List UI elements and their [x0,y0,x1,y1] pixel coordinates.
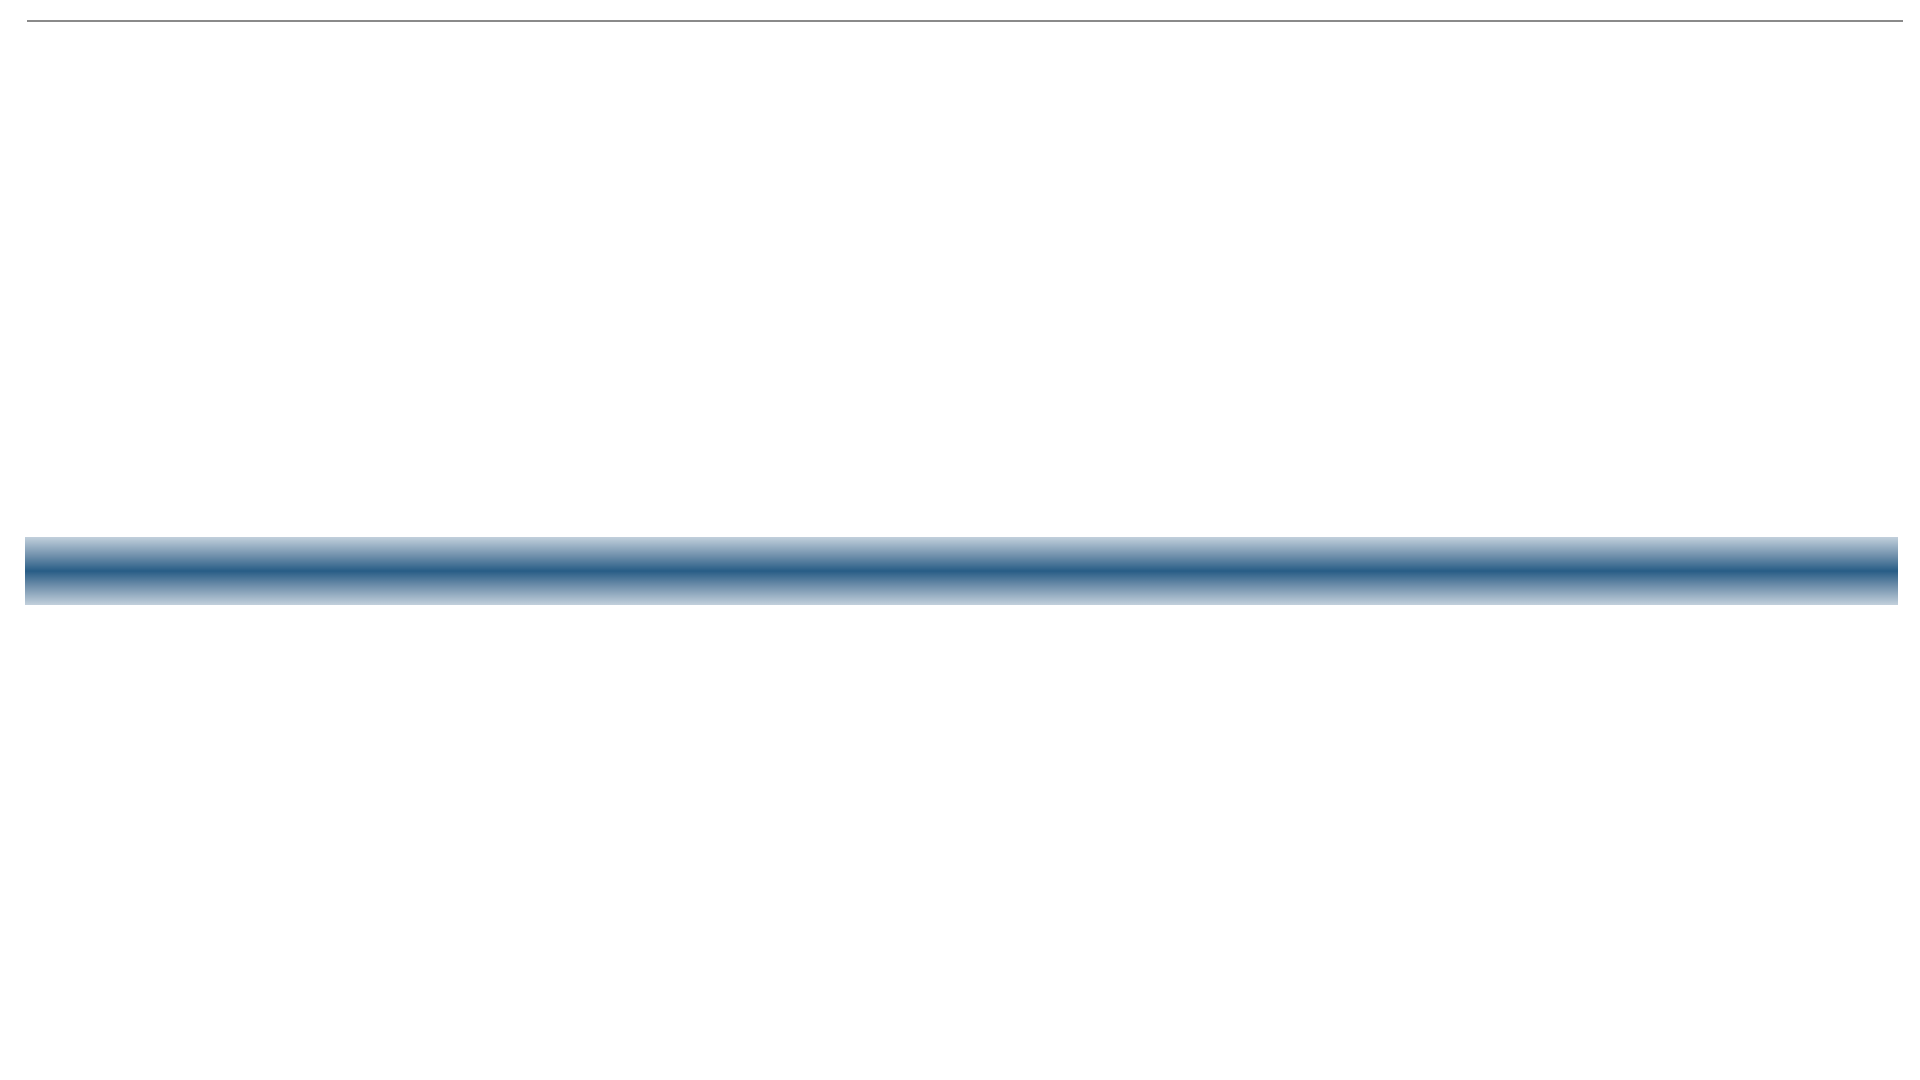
women-in-congress-area-chart [0,185,1920,495]
timeline-band [25,537,1898,605]
events-column-2000s [1367,672,1597,706]
events-column-10s [1600,672,1910,706]
events-column-90s [1066,672,1356,706]
events-column-70s [428,672,768,706]
top-rule [27,20,1903,22]
events-column-1960s [25,672,405,706]
events-column-80s [790,672,1060,706]
